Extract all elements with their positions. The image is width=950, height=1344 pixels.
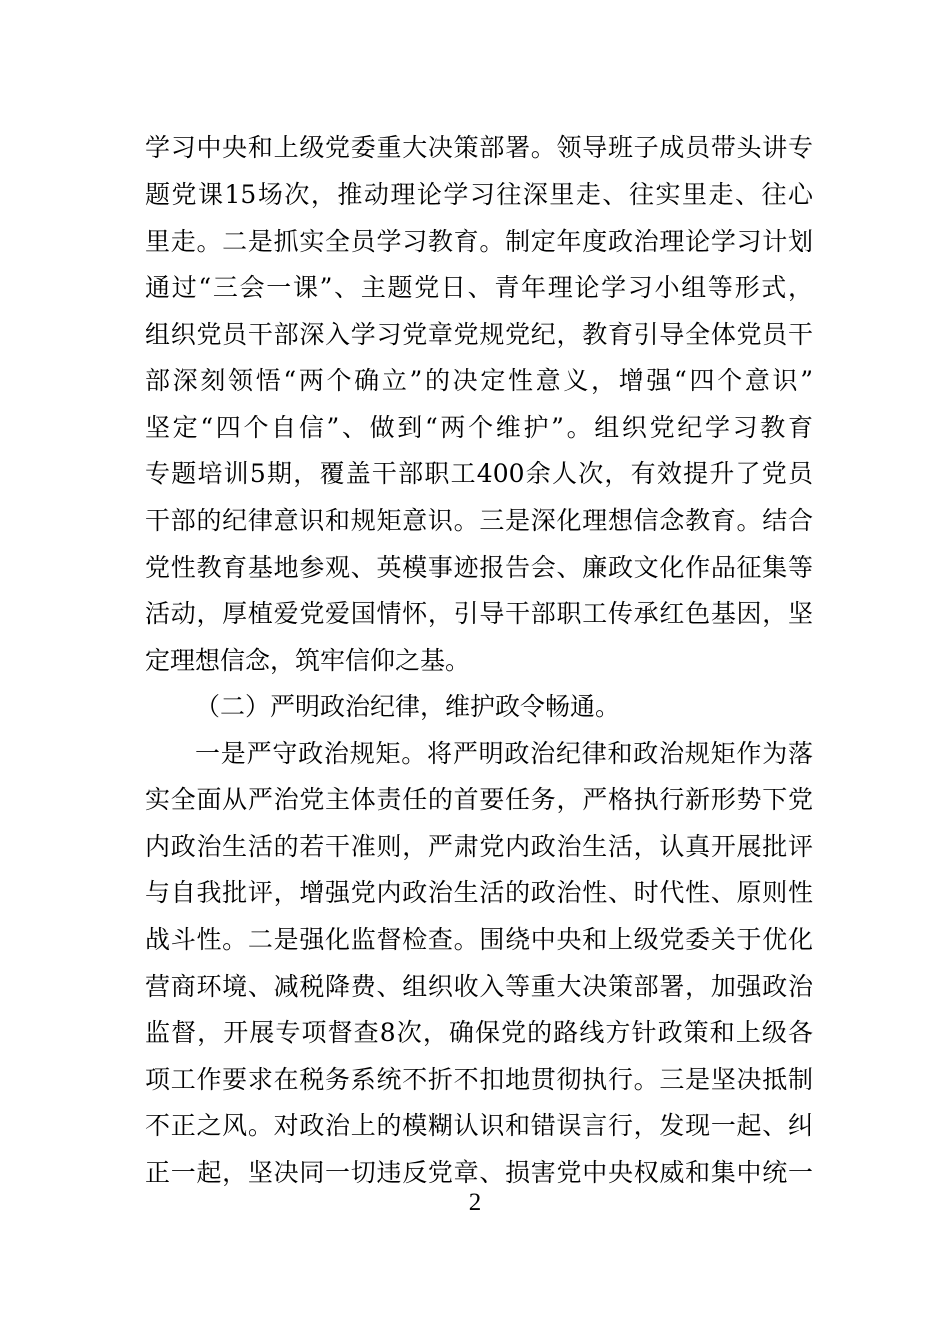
section-heading: （二）严明政治纪律，维护政令畅通。 [195,692,621,721]
body-text-line: 里走。二是抓实全员学习教育。制定年度政治理论学习计划 [145,227,813,256]
body-text-line: 学习中央和上级党委重大决策部署。领导班子成员带头讲专 [145,133,813,162]
body-text-line: 活动，厚植爱党爱国情怀，引导干部职工传承红色基因，坚 [145,599,813,628]
body-text-line: 监督，开展专项督查8次，确保党的路线方针政策和上级各 [145,1018,813,1047]
body-text-line: 干部的纪律意识和规矩意识。三是深化理想信念教育。结合 [145,506,813,535]
body-text-line: 定理想信念，筑牢信仰之基。 [145,646,471,675]
body-text-line: 内政治生活的若干准则，严肃党内政治生活，认真开展批评 [145,832,813,861]
body-text-line: 党性教育基地参观、英模事迹报告会、廉政文化作品征集等 [145,553,813,582]
body-text-line: 一是严守政治规矩。将严明政治纪律和政治规矩作为落 [195,739,813,768]
body-text-line: 部深刻领悟“两个确立”的决定性意义，增强“四个意识” [145,366,813,395]
body-text-line: 不正之风。对政治上的模糊认识和错误言行，发现一起、纠 [145,1111,813,1140]
body-text-line: 项工作要求在税务系统不折不扣地贯彻执行。三是坚决抵制 [145,1065,813,1094]
body-text-line: 战斗性。二是强化监督检查。围绕中央和上级党委关于优化 [145,925,813,954]
body-text-line: 坚定“四个自信”、做到“两个维护”。组织党纪学习教育 [145,413,813,442]
body-text-line: 正一起，坚决同一切违反党章、损害党中央权威和集中统一 [145,1158,813,1187]
body-text-line: 专题培训5期，覆盖干部职工400余人次，有效提升了党员 [145,459,813,488]
page-number: 2 [468,1189,482,1216]
body-text-line: 营商环境、减税降费、组织收入等重大决策部署，加强政治 [145,972,813,1001]
body-text-line: 实全面从严治党主体责任的首要任务，严格执行新形势下党 [145,785,813,814]
body-text-line: 通过“三会一课”、主题党日、青年理论学习小组等形式， [145,273,813,302]
body-text-line: 组织党员干部深入学习党章党规党纪，教育引导全体党员干 [145,320,813,349]
body-text-line: 与自我批评，增强党内政治生活的政治性、时代性、原则性 [145,878,813,907]
body-text-line: 题党课15场次，推动理论学习往深里走、往实里走、往心 [145,180,813,209]
